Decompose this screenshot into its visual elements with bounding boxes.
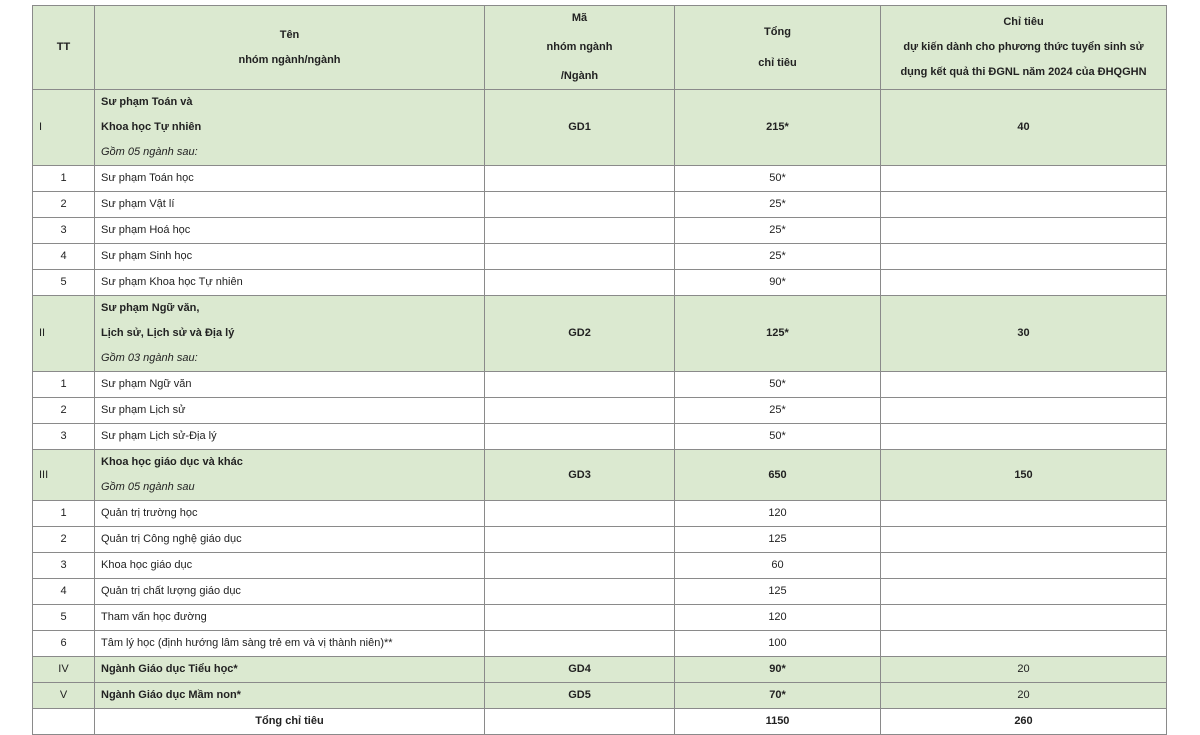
row-quota bbox=[881, 501, 1167, 527]
row-name: Quản trị trường học bbox=[95, 501, 485, 527]
table-row bbox=[33, 605, 1167, 631]
row-quota bbox=[881, 244, 1167, 270]
row-total: 25* bbox=[675, 218, 881, 244]
total-row bbox=[33, 709, 1167, 735]
total-code bbox=[485, 709, 675, 735]
row-code bbox=[485, 398, 675, 424]
row-code bbox=[485, 218, 675, 244]
row-name: Sư phạm Hoá học bbox=[95, 218, 485, 244]
group-total: 70* bbox=[675, 683, 881, 709]
row-tt: 2 bbox=[33, 398, 95, 424]
header-quota bbox=[881, 6, 1167, 90]
group-quota: 20 bbox=[881, 657, 1167, 683]
row-tt: 4 bbox=[33, 579, 95, 605]
group-tt: III bbox=[33, 450, 95, 501]
row-name: Sư phạm Ngữ văn bbox=[95, 372, 485, 398]
group-name: Ngành Giáo dục Mầm non* bbox=[95, 683, 485, 709]
header-code-line: /Ngành bbox=[560, 70, 599, 82]
row-total: 25* bbox=[675, 192, 881, 218]
group-row bbox=[33, 683, 1167, 709]
row-quota bbox=[881, 166, 1167, 192]
group-name bbox=[95, 450, 485, 501]
row-tt: 3 bbox=[33, 553, 95, 579]
group-note: Gồm 05 ngành sau bbox=[101, 481, 195, 493]
row-code bbox=[485, 192, 675, 218]
row-quota bbox=[881, 631, 1167, 657]
group-quota: 40 bbox=[881, 90, 1167, 166]
group-quota: 30 bbox=[881, 296, 1167, 372]
row-total: 125 bbox=[675, 579, 881, 605]
row-quota bbox=[881, 424, 1167, 450]
table-row bbox=[33, 166, 1167, 192]
table-row bbox=[33, 244, 1167, 270]
row-total: 90* bbox=[675, 270, 881, 296]
header-code-line: nhóm ngành bbox=[546, 41, 613, 53]
row-name: Sư phạm Lịch sử bbox=[95, 398, 485, 424]
row-tt: 2 bbox=[33, 192, 95, 218]
group-name-line: Khoa học Tự nhiên bbox=[101, 121, 202, 133]
row-tt: 5 bbox=[33, 270, 95, 296]
row-name: Sư phạm Khoa học Tự nhiên bbox=[95, 270, 485, 296]
total-tt bbox=[33, 709, 95, 735]
enrollment-quota-table bbox=[32, 5, 1167, 735]
group-tt: V bbox=[33, 683, 95, 709]
row-quota bbox=[881, 192, 1167, 218]
header-quota-line: dự kiến dành cho phương thức tuyển sinh sử bbox=[903, 41, 1144, 53]
table-row bbox=[33, 527, 1167, 553]
header-tt: TT bbox=[33, 6, 95, 90]
row-name: Sư phạm Lịch sử-Địa lý bbox=[95, 424, 485, 450]
header-code-line: Mã bbox=[571, 12, 588, 24]
group-total: 125* bbox=[675, 296, 881, 372]
table-row bbox=[33, 501, 1167, 527]
group-note: Gồm 03 ngành sau: bbox=[101, 352, 198, 364]
header-code bbox=[485, 6, 675, 90]
row-quota bbox=[881, 218, 1167, 244]
row-quota bbox=[881, 270, 1167, 296]
group-total: 650 bbox=[675, 450, 881, 501]
row-tt: 1 bbox=[33, 372, 95, 398]
row-total: 120 bbox=[675, 605, 881, 631]
row-code bbox=[485, 527, 675, 553]
row-quota bbox=[881, 579, 1167, 605]
row-tt: 3 bbox=[33, 424, 95, 450]
group-tt: II bbox=[33, 296, 95, 372]
row-code bbox=[485, 372, 675, 398]
row-name: Tâm lý học (định hướng lâm sàng trẻ em và vị thành niên)** bbox=[95, 631, 485, 657]
row-tt: 2 bbox=[33, 527, 95, 553]
row-total: 60 bbox=[675, 553, 881, 579]
total-quota: 260 bbox=[881, 709, 1167, 735]
table-row bbox=[33, 424, 1167, 450]
group-code: GD4 bbox=[485, 657, 675, 683]
row-name: Sư phạm Toán học bbox=[95, 166, 485, 192]
row-tt: 3 bbox=[33, 218, 95, 244]
total-label: Tổng chỉ tiêu bbox=[95, 709, 485, 735]
table-row bbox=[33, 218, 1167, 244]
row-quota bbox=[881, 605, 1167, 631]
group-code: GD5 bbox=[485, 683, 675, 709]
row-name: Sư phạm Vật lí bbox=[95, 192, 485, 218]
group-name: Ngành Giáo dục Tiểu học* bbox=[95, 657, 485, 683]
group-code: GD2 bbox=[485, 296, 675, 372]
group-quota: 150 bbox=[881, 450, 1167, 501]
row-total: 120 bbox=[675, 501, 881, 527]
group-row bbox=[33, 657, 1167, 683]
row-tt: 6 bbox=[33, 631, 95, 657]
row-tt: 1 bbox=[33, 501, 95, 527]
row-name: Quản trị Công nghệ giáo dục bbox=[95, 527, 485, 553]
group-total: 215* bbox=[675, 90, 881, 166]
table-row bbox=[33, 579, 1167, 605]
row-total: 25* bbox=[675, 398, 881, 424]
header-name-line: Tên bbox=[279, 28, 300, 41]
group-row bbox=[33, 90, 1167, 166]
row-code bbox=[485, 631, 675, 657]
header-name bbox=[95, 6, 485, 90]
row-quota bbox=[881, 372, 1167, 398]
row-total: 50* bbox=[675, 372, 881, 398]
row-code bbox=[485, 270, 675, 296]
header-quota-line: Chỉ tiêu bbox=[1003, 16, 1044, 28]
header-name-line: nhóm ngành/ngành bbox=[238, 53, 341, 66]
group-name bbox=[95, 90, 485, 166]
row-name: Quản trị chất lượng giáo dục bbox=[95, 579, 485, 605]
row-tt: 5 bbox=[33, 605, 95, 631]
group-name-line: Sư phạm Toán và bbox=[101, 96, 193, 108]
group-code: GD3 bbox=[485, 450, 675, 501]
group-name-line: Khoa học giáo dục và khác bbox=[101, 456, 243, 468]
group-name bbox=[95, 296, 485, 372]
group-code: GD1 bbox=[485, 90, 675, 166]
row-total: 125 bbox=[675, 527, 881, 553]
row-name: Sư phạm Sinh học bbox=[95, 244, 485, 270]
row-code bbox=[485, 501, 675, 527]
group-name-line: Lịch sử, Lịch sử và Địa lý bbox=[101, 327, 235, 339]
table-header-row bbox=[33, 6, 1167, 90]
table-row bbox=[33, 372, 1167, 398]
table-row bbox=[33, 192, 1167, 218]
row-code bbox=[485, 579, 675, 605]
group-tt: IV bbox=[33, 657, 95, 683]
table-row bbox=[33, 270, 1167, 296]
row-tt: 1 bbox=[33, 166, 95, 192]
row-name: Tham vấn học đường bbox=[95, 605, 485, 631]
row-quota bbox=[881, 553, 1167, 579]
row-tt: 4 bbox=[33, 244, 95, 270]
row-code bbox=[485, 424, 675, 450]
row-code bbox=[485, 605, 675, 631]
header-total-line: Tổng bbox=[764, 25, 791, 38]
row-code bbox=[485, 244, 675, 270]
row-total: 50* bbox=[675, 166, 881, 192]
group-row bbox=[33, 296, 1167, 372]
row-quota bbox=[881, 398, 1167, 424]
group-name-line: Sư phạm Ngữ văn, bbox=[101, 302, 200, 314]
header-total-line: chỉ tiêu bbox=[758, 56, 797, 69]
row-name: Khoa học giáo dục bbox=[95, 553, 485, 579]
row-code bbox=[485, 166, 675, 192]
group-quota: 20 bbox=[881, 683, 1167, 709]
total-value: 1150 bbox=[675, 709, 881, 735]
header-total bbox=[675, 6, 881, 90]
table-row bbox=[33, 631, 1167, 657]
row-total: 100 bbox=[675, 631, 881, 657]
row-total: 25* bbox=[675, 244, 881, 270]
group-row bbox=[33, 450, 1167, 501]
table-row bbox=[33, 398, 1167, 424]
table-row bbox=[33, 553, 1167, 579]
row-quota bbox=[881, 527, 1167, 553]
row-total: 50* bbox=[675, 424, 881, 450]
group-total: 90* bbox=[675, 657, 881, 683]
group-note: Gồm 05 ngành sau: bbox=[101, 146, 198, 158]
header-quota-line: dụng kết quả thi ĐGNL năm 2024 của ĐHQGHN bbox=[900, 66, 1147, 78]
row-code bbox=[485, 553, 675, 579]
group-tt: I bbox=[33, 90, 95, 166]
